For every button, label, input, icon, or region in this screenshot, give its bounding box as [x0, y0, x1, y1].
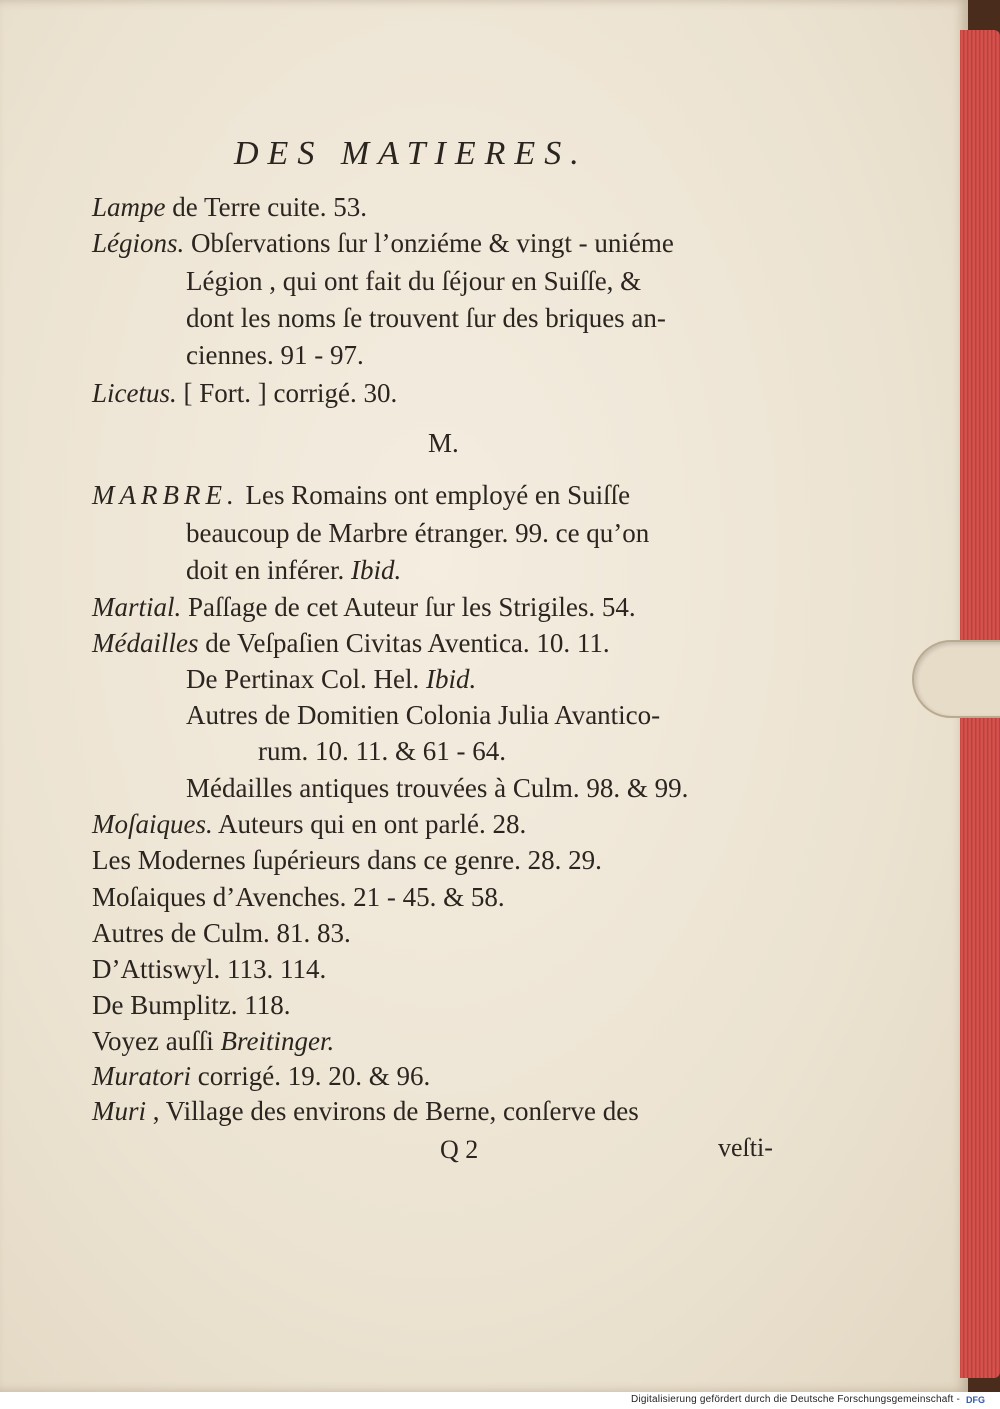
entry-text: corrigé. 19. 20. & 96.	[191, 1061, 431, 1091]
entry-continuation: Autres de Domitien Colonia Julia Avantico-	[186, 700, 661, 730]
entry-text: Obſervations ſur l’onziéme & vingt - uniéme	[184, 228, 674, 258]
entry-continuation: ciennes. 91 - 97.	[186, 340, 364, 370]
entry-text: De Pertinax Col. Hel.	[186, 664, 420, 694]
entry-continuation	[186, 664, 476, 695]
entry-line: D’Attiswyl. 113. 114.	[92, 954, 327, 984]
entry-head: Licetus.	[92, 378, 177, 408]
book-clasp	[912, 640, 1000, 718]
footer-credit: Digitalisierung gefördert durch die Deutsche Forschungsgemeinschaft -	[631, 1394, 960, 1405]
entry-line	[92, 192, 367, 223]
entry-text: , Village des environs de Berne, conſerve des	[146, 1096, 639, 1126]
entry-head: MARBRE.	[92, 480, 239, 510]
entry-line	[92, 592, 636, 623]
entry-ibid: Ibid.	[344, 555, 402, 585]
entry-line	[92, 1096, 639, 1127]
entry-head: Muri	[92, 1096, 146, 1126]
entry-text: Les Romains ont employé en Suiſſe	[238, 480, 631, 510]
entry-text: Paſſage de cet Auteur ſur les Strigiles. 54.	[181, 592, 636, 622]
entry-line: Les Modernes ſupérieurs dans ce genre. 28. 29.	[92, 845, 602, 875]
entry-head: Moſaiques.	[92, 809, 213, 839]
signature-mark: Q 2	[440, 1135, 479, 1164]
entry-line	[92, 1026, 334, 1057]
entry-line	[92, 628, 610, 659]
entry-text: Auteurs qui en ont parlé. 28.	[212, 809, 527, 839]
section-letter: M.	[428, 428, 459, 458]
entry-head: Légions.	[92, 228, 185, 258]
entry-continuation	[186, 555, 401, 586]
entry-head: Lampe	[92, 192, 166, 222]
entry-line: Autres de Culm. 81. 83.	[92, 918, 351, 948]
entry-head: Martial.	[92, 592, 182, 622]
entry-ibid: Ibid.	[419, 664, 477, 694]
entry-continuation: dont les noms ſe trouvent ſur des briques an-	[186, 303, 666, 333]
entry-line	[92, 228, 674, 259]
running-header: DES MATIERES.	[234, 135, 588, 172]
entry-continuation: Médailles antiques trouvées à Culm. 98. & 99.	[186, 773, 689, 803]
entry-xref: Breitinger.	[213, 1026, 335, 1056]
entry-text: de Terre cuite. 53.	[165, 192, 368, 222]
catchword: veſti-	[718, 1133, 773, 1162]
entry-text: Voyez auſſi	[92, 1026, 214, 1056]
entry-line: Moſaiques d’Avenches. 21 - 45. & 58.	[92, 882, 505, 912]
entry-continuation: Légion , qui ont fait du ſéjour en Suiſſe, &	[186, 266, 642, 296]
entry-head: Muratori	[92, 1061, 192, 1091]
entry-text: [ Fort. ] corrigé. 30.	[176, 378, 398, 408]
entry-continuation: rum. 10. 11. & 61 - 64.	[258, 736, 506, 766]
dfg-logo-icon: DFG	[966, 1395, 985, 1405]
entry-text: doit en inférer.	[186, 555, 345, 585]
entry-continuation: beaucoup de Marbre étranger. 99. ce qu’on	[186, 518, 650, 548]
entry-line	[92, 378, 397, 409]
entry-line	[92, 480, 630, 511]
entry-line: De Bumplitz. 118.	[92, 990, 291, 1020]
entry-text: de Veſpaſien Civitas Aventica. 10. 11.	[198, 628, 610, 658]
entry-head: Médailles	[92, 628, 199, 658]
entry-line	[92, 1061, 430, 1092]
entry-line	[92, 809, 526, 840]
